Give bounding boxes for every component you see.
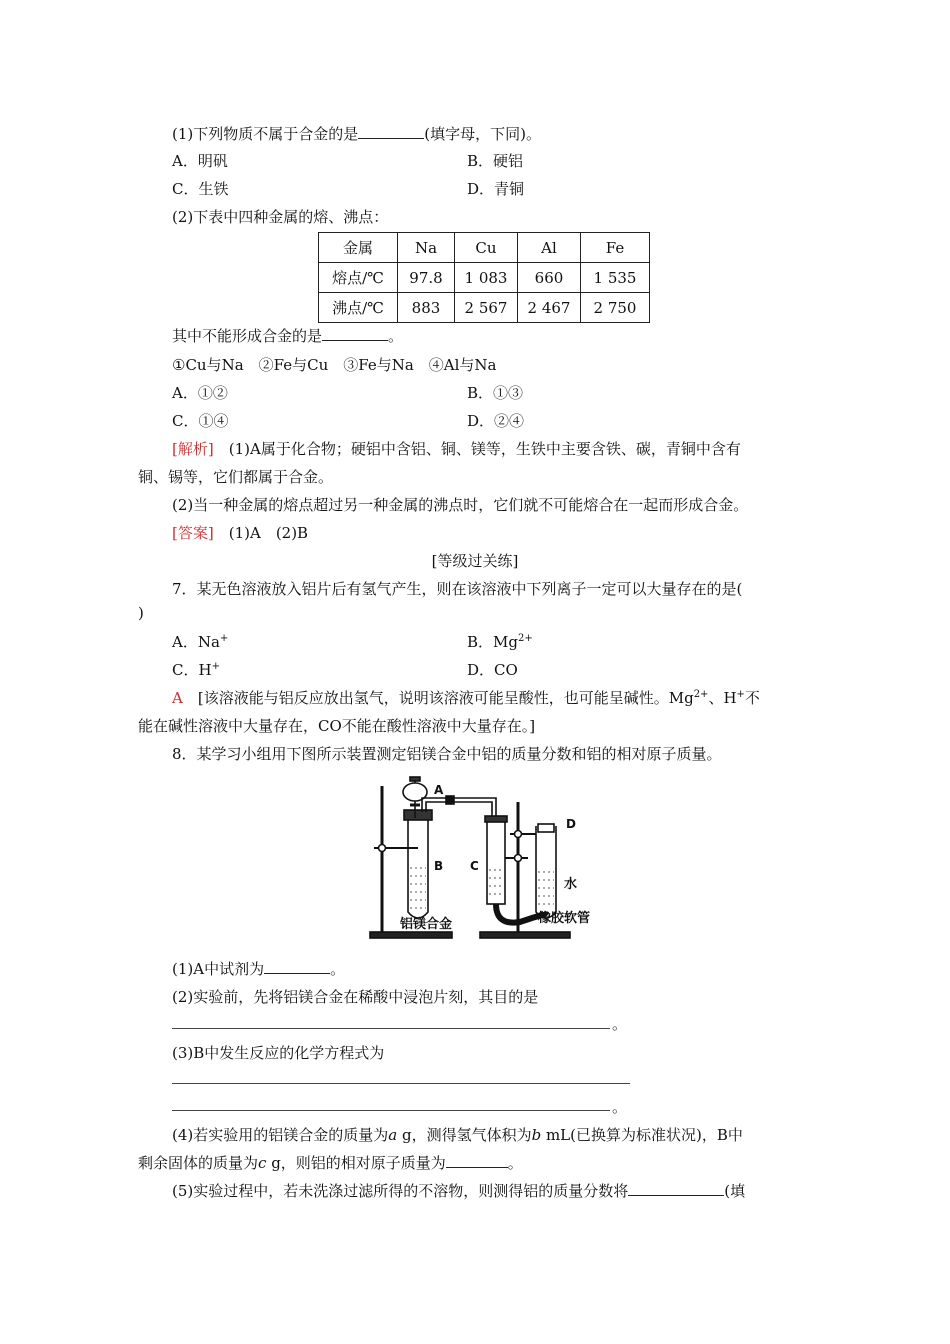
table-cell: 2 750	[581, 293, 650, 323]
q6-option-b: B．硬铝	[467, 152, 524, 170]
table-cell: 1 083	[455, 263, 518, 293]
stand-base-left	[370, 932, 452, 938]
section-title: [等级过关练]	[431, 552, 519, 570]
label-alloy: 铝镁合金	[400, 917, 453, 932]
label-hose: 橡胶软管	[538, 911, 591, 926]
stand-base-right	[480, 932, 570, 938]
q6-part2-option-d: D．②④	[467, 412, 525, 430]
table-cell: Cu	[455, 233, 518, 263]
label-c: C	[470, 859, 479, 873]
table-cell: 883	[398, 293, 455, 323]
q6-answer: [答案] (1)A (2)B	[172, 524, 309, 542]
q6-analysis-line1b: 铜、锡等，它们都属于合金。	[138, 468, 334, 486]
table-cell: 2 467	[518, 293, 581, 323]
q6-part2-stem: (2)下表中四种金属的熔、沸点：	[172, 208, 389, 226]
q8-part4-line1: (4)若实验用的铝镁合金的质量为a g，测得氢气体积为b mL(已换算为标准状况)，B中	[172, 1126, 743, 1144]
table-cell: Al	[518, 233, 581, 263]
answer-blank	[358, 124, 424, 139]
table-row	[319, 293, 650, 323]
q8-part1: (1)A中试剂为 。	[172, 960, 346, 978]
q6-analysis-line1: [解析] (1)A属于化合物；硬铝中含铝、铜、镁等，生铁中主要含铁、碳，青铜中含有	[172, 440, 741, 458]
table-cell: 2 567	[455, 293, 518, 323]
q7-explanation-line2: 能在碱性溶液中大量存在，CO不能在酸性溶液中大量存在。]	[138, 717, 536, 735]
table-cell: 97.8	[398, 263, 455, 293]
q6-part1-stem: (1)下列物质不属于合金的是 (填字母，下同)。	[172, 125, 541, 143]
answer-blank	[628, 1181, 724, 1196]
q7-option-c: C．H+	[172, 661, 220, 679]
q7-explanation-line1: A [该溶液能与铝反应放出氢气，说明该溶液可能呈酸性，也可能呈碱性。$Mg^{2+}$、H+不	[172, 689, 760, 707]
label-water: 水	[564, 877, 578, 892]
table-cell: 660	[518, 263, 581, 293]
q6-part2-option-a: A．①②	[172, 384, 228, 402]
q6-option-d: D．青铜	[467, 180, 525, 198]
q6-option-a: A．明矾	[172, 152, 228, 170]
label-b: B	[434, 859, 444, 873]
q6-analysis-line2: (2)当一种金属的熔点超过另一种金属的沸点时，它们就不可能熔合在一起而形成合金。	[172, 496, 749, 514]
answer-tag: [答案]	[172, 524, 214, 542]
q8-stem: 8．某学习小组用下图所示装置测定铝镁合金中铝的质量分数和铝的相对原子质量。	[172, 745, 722, 763]
table-row	[319, 233, 650, 263]
q6-part2-option-c: C．①④	[172, 412, 229, 430]
q6-part2-option-b: B．①③	[467, 384, 524, 402]
metal-melting-boiling-table	[318, 232, 650, 323]
q8-part2: (2)实验前，先将铝镁合金在稀酸中浸泡片刻，其目的是	[172, 988, 539, 1006]
answer-line	[172, 1083, 630, 1084]
stopper-b	[404, 810, 432, 820]
label-a: A	[434, 783, 444, 797]
q8-part3: (3)B中发生反应的化学方程式为	[172, 1044, 385, 1062]
q8-part4-line2: 剩余固体的质量为c g，则铝的相对原子质量为 。	[138, 1154, 523, 1172]
table-cell: Na	[398, 233, 455, 263]
q7-stem: 7．某无色溶液放入铝片后有氢气产生，则在该溶液中下列离子一定可以大量存在的是(	[172, 580, 743, 598]
apparatus-diagram	[360, 772, 620, 944]
analysis-tag: [解析]	[172, 440, 214, 458]
q6-part2-pairs: ①Cu与Na ②Fe与Cu ③Fe与Na ④Al与Na	[172, 356, 497, 374]
table-cell: 熔点/℃	[319, 263, 398, 293]
burette-c	[487, 818, 505, 904]
tube-connector	[446, 796, 454, 804]
label-d: D	[566, 817, 576, 831]
q8-part2-period: 。	[612, 1015, 628, 1033]
table-row	[319, 263, 650, 293]
table-cell: 金属	[319, 233, 398, 263]
table-cell: 1 535	[581, 263, 650, 293]
q7-answer-letter: A	[172, 689, 183, 707]
answer-blank	[322, 326, 388, 341]
q8-part5: (5)实验过程中，若未洗涤过滤所得的不溶物，则测得铝的质量分数将 (填	[172, 1182, 746, 1200]
q7-option-d: D．CO	[467, 661, 518, 679]
q7-option-a: A．Na+	[172, 633, 229, 651]
table-cell: 沸点/℃	[319, 293, 398, 323]
q6-option-c: C．生铁	[172, 180, 229, 198]
answer-blank	[446, 1153, 508, 1168]
answer-blank	[264, 959, 330, 974]
answer-line	[172, 1110, 610, 1111]
q7-option-b: B．$Mg^{2+}$	[467, 633, 533, 651]
q6-part2-question: 其中不能形成合金的是 。	[172, 327, 404, 345]
q8-part3-period: 。	[612, 1098, 628, 1116]
answer-line	[172, 1028, 610, 1029]
q7-stem-end: )	[138, 604, 144, 622]
delivery-tube	[422, 798, 496, 818]
table-cell: Fe	[581, 233, 650, 263]
